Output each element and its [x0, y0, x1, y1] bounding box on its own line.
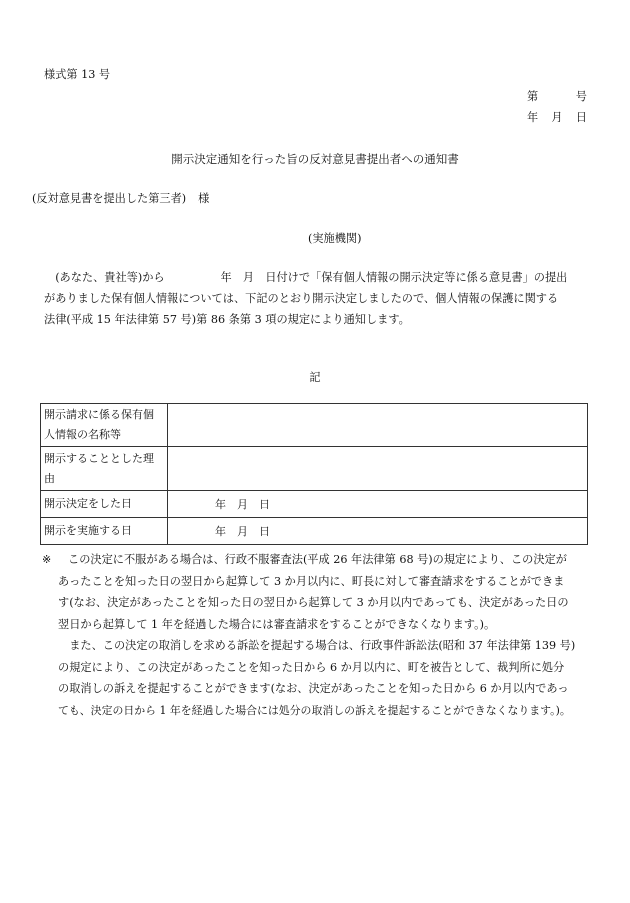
row-label-line: 開示決定をした日 — [44, 497, 132, 510]
table-row — [41, 404, 588, 447]
recipient-honorific: 様 — [198, 192, 210, 205]
agency-name: (実施機関) — [308, 232, 362, 245]
document-title: 開示決定通知を行った旨の反対意見書提出者への通知書 — [171, 152, 459, 166]
row-label-line: 由 — [44, 471, 55, 485]
note-mark: ※ — [42, 553, 52, 566]
note-line: この決定に不服がある場合は、行政不服審査法(平成 26 年法律第 68 号)の規定により、この決定が — [68, 553, 567, 566]
row-label-line: 人情報の名称等 — [44, 428, 121, 441]
row-label — [41, 518, 168, 545]
decision-date: 年 月 日 — [215, 498, 270, 511]
notes — [44, 549, 604, 721]
note-line: の規定により、この決定があったことを知った日から 6 か月以内に、町を被告として、裁判所に処分 — [58, 660, 565, 674]
row-label-line: 開示を実施する日 — [44, 524, 132, 537]
note-line: 翌日から起算して 1 年を経過した場合には審査請求をすることができなくなります。)。 — [58, 617, 496, 631]
document-number — [527, 88, 587, 104]
date-month: 月 — [551, 111, 563, 124]
note-line: また、この決定の取消しを求める訴訟を提起する場合は、行政事件訴訟法(昭和 37 年法律第 139 号) — [58, 639, 576, 652]
row-value — [168, 491, 588, 518]
implementation-date: 年 月 日 — [215, 525, 270, 538]
note-line: ても、決定の日から 1 年を経過した場合には処分の取消しの訴えを提起することができなくなります。)。 — [58, 703, 571, 717]
note-paragraph — [44, 549, 604, 635]
body-text — [44, 267, 592, 330]
info-table — [40, 403, 588, 545]
row-label — [41, 491, 168, 518]
note-paragraph — [44, 635, 604, 721]
note-line: す(なお、決定があったことを知った日の翌日から起算して 3 か月以内であっても、決定があった日の — [58, 596, 569, 609]
body-line: 法律(平成 15 年法律第 57 号)第 86 条第 3 項の規定により通知します。 — [44, 313, 410, 326]
body-line: (あなた、貴社等)から 年 月 日付けで「保有個人情報の開示決定等に係る意見書」の提出 — [44, 271, 568, 284]
table-row — [41, 491, 588, 518]
body-line: がありました保有個人情報については、下記のとおり開示決定しましたので、個人情報の保護に関する — [44, 292, 559, 305]
document-date — [527, 109, 587, 125]
row-label — [41, 404, 168, 447]
row-label-line: 開示請求に係る保有個 — [44, 408, 154, 421]
recipient-name: (反対意見書を提出した第三者) — [32, 192, 187, 205]
table-row — [41, 447, 588, 491]
table-row — [41, 518, 588, 545]
doc-number-suffix: 号 — [575, 90, 587, 103]
form-number: 様式第 13 号 — [44, 68, 111, 81]
note-line: の取消しの訴えを提起することができます(なお、決定があったことを知った日から 6 か月以内であっ — [58, 682, 569, 695]
doc-number-prefix: 第 — [527, 90, 539, 103]
recipient — [32, 190, 209, 206]
row-value — [168, 518, 588, 545]
note-line: あったことを知った日の翌日から起算して 3 か月以内に、町長に対して審査請求をすることができま — [58, 574, 565, 588]
row-value — [168, 447, 588, 491]
row-value — [168, 404, 588, 447]
row-label — [41, 447, 168, 491]
row-label-line: 開示することとした理 — [44, 451, 154, 465]
date-day: 日 — [575, 111, 587, 124]
date-year: 年 — [527, 111, 539, 124]
ki-heading: 記 — [309, 371, 321, 384]
